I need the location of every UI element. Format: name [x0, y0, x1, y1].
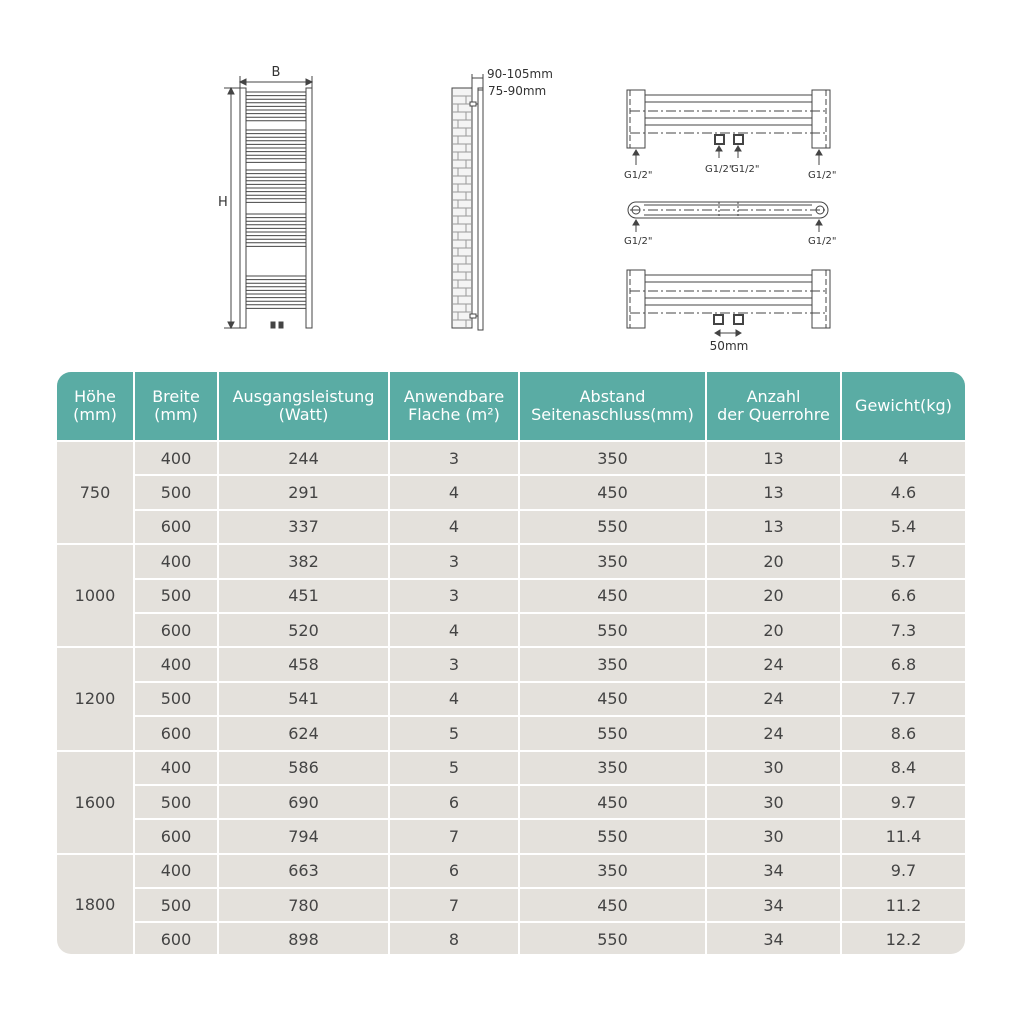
table-row	[57, 682, 965, 716]
connection-view-top	[627, 90, 830, 165]
width-cell: 400	[134, 854, 218, 888]
width-cell: 500	[134, 475, 218, 509]
col-header-output: Ausgangsleistung (Watt)	[218, 372, 389, 441]
weight-cell: 11.4	[841, 819, 965, 853]
tubes-cell: 30	[706, 785, 841, 819]
weight-cell: 6.6	[841, 579, 965, 613]
output-cell: 458	[218, 647, 389, 681]
weight-cell: 4.6	[841, 475, 965, 509]
table-row	[57, 510, 965, 544]
spacing-cell: 450	[519, 785, 706, 819]
width-cell: 600	[134, 716, 218, 750]
output-cell: 794	[218, 819, 389, 853]
area-cell: 8	[389, 922, 519, 954]
drawings-svg	[0, 0, 1024, 370]
offset-inner-label: 75-90mm	[488, 84, 547, 98]
side-view-drawing	[452, 74, 483, 330]
weight-cell: 12.2	[885, 930, 922, 950]
width-cell: 400	[134, 544, 218, 578]
table-row	[57, 716, 965, 750]
spacing-cell: 450	[519, 682, 706, 716]
area-cell: 3	[389, 579, 519, 613]
area-cell: 3	[389, 544, 519, 578]
output-cell: 337	[218, 510, 389, 544]
tubes-cell: 20	[706, 613, 841, 647]
width-cell: 500	[134, 682, 218, 716]
output-cell: 898	[218, 922, 389, 954]
spacing-cell: 550	[519, 510, 706, 544]
output-cell: 624	[218, 716, 389, 750]
weight-cell: 5.4	[841, 510, 965, 544]
tubes-cell: 24	[706, 716, 841, 750]
tubes-cell: 30	[706, 819, 841, 853]
width-cell: 400	[134, 647, 218, 681]
weight-cell: 11.2	[841, 888, 965, 922]
tubes-cell: 20	[706, 544, 841, 578]
area-cell: 4	[389, 613, 519, 647]
weight-cell: 7.3	[841, 613, 965, 647]
spacing-cell: 450	[519, 475, 706, 509]
front-view-rungs	[246, 92, 306, 308]
tubes-cell: 20	[706, 579, 841, 613]
spacing-cell: 550	[519, 716, 706, 750]
spacing-cell: 450	[519, 888, 706, 922]
height-cell: 1600	[57, 751, 134, 854]
tubes-cell: 13	[706, 475, 841, 509]
area-cell: 6	[389, 854, 519, 888]
table-row	[57, 613, 965, 647]
weight-cell: 9.7	[841, 854, 965, 888]
weight-cell: 8.4	[841, 751, 965, 785]
output-cell: 690	[218, 785, 389, 819]
weight-cell: 9.7	[841, 785, 965, 819]
table-row	[57, 819, 965, 853]
area-cell: 5	[389, 716, 519, 750]
height-cell: 1200	[57, 647, 134, 750]
table-row	[57, 441, 965, 475]
thread-label-center-right: G1/2"	[731, 164, 760, 175]
table-header-row	[57, 372, 965, 441]
table-row	[57, 475, 965, 509]
width-cell: 600	[134, 613, 218, 647]
tubes-cell: 34	[706, 854, 841, 888]
spacing-cell: 350	[519, 647, 706, 681]
width-cell: 500	[134, 785, 218, 819]
tubes-cell: 34	[706, 922, 841, 954]
spacing-cell: 450	[519, 579, 706, 613]
area-cell: 4	[389, 475, 519, 509]
col-header-area: Anwendbare Flache (m²)	[389, 372, 519, 441]
area-cell: 4	[389, 682, 519, 716]
tubes-cell: 34	[706, 888, 841, 922]
col-header-tubes: Anzahl der Querrohre	[706, 372, 841, 441]
connection-view-bottom	[627, 270, 830, 336]
tubes-cell: 13	[706, 441, 841, 475]
height-cell: 1000	[57, 544, 134, 647]
technical-drawings	[0, 0, 1024, 370]
width-cell: 500	[134, 888, 218, 922]
spacing-cell: 350	[519, 751, 706, 785]
tubes-cell: 30	[706, 751, 841, 785]
output-cell: 663	[218, 854, 389, 888]
front-view-drawing	[224, 76, 312, 328]
area-cell: 6	[389, 785, 519, 819]
area-cell: 7	[389, 888, 519, 922]
output-cell: 541	[218, 682, 389, 716]
weight-cell: 6.8	[841, 647, 965, 681]
output-cell: 291	[218, 475, 389, 509]
weight-cell: 7.7	[841, 682, 965, 716]
output-cell: 244	[218, 441, 389, 475]
spacing-cell: 350	[519, 441, 706, 475]
col-header-weight: Gewicht(kg)	[841, 372, 965, 441]
width-cell: 500	[134, 579, 218, 613]
table-row	[57, 785, 965, 819]
table-row	[57, 647, 965, 681]
table-row	[57, 751, 965, 785]
col-header-height: Höhe (mm)	[57, 372, 134, 441]
spec-table-container	[57, 372, 965, 954]
tubes-cell: 24	[706, 647, 841, 681]
tubes-cell: 24	[706, 682, 841, 716]
spacing-cell: 550	[519, 819, 706, 853]
table-body	[57, 441, 965, 954]
width-cell: 400	[134, 751, 218, 785]
area-cell: 4	[389, 510, 519, 544]
thread-label-plan-right: G1/2"	[808, 236, 837, 247]
col-header-spacing: Abstand Seitenaschluss(mm)	[519, 372, 706, 441]
connection-view-plan	[628, 202, 828, 232]
output-cell: 780	[218, 888, 389, 922]
spacing-cell: 550	[519, 613, 706, 647]
area-cell: 3	[389, 647, 519, 681]
thread-label-left: G1/2"	[624, 170, 653, 181]
width-cell: 600	[134, 510, 218, 544]
height-cell: 1800	[57, 854, 134, 954]
table-row	[57, 888, 965, 922]
output-cell: 382	[218, 544, 389, 578]
area-cell: 5	[389, 751, 519, 785]
table-row	[57, 544, 965, 578]
width-cell: 400	[134, 441, 218, 475]
height-label: H	[218, 195, 228, 210]
weight-cell: 5.7	[841, 544, 965, 578]
width-cell: 600	[134, 922, 218, 954]
table-row	[57, 579, 965, 613]
output-cell: 520	[218, 613, 389, 647]
spec-table	[57, 372, 965, 954]
table-row	[57, 922, 965, 954]
width-cell: 600	[134, 819, 218, 853]
offset-outer-label: 90-105mm	[487, 67, 553, 81]
output-cell: 451	[218, 579, 389, 613]
output-cell: 586	[218, 751, 389, 785]
spacing-cell: 350	[519, 544, 706, 578]
table-row	[57, 854, 965, 888]
tubes-cell: 13	[706, 510, 841, 544]
height-cell: 750	[57, 441, 134, 544]
spacing-label: 50mm	[709, 339, 749, 353]
weight-cell: 4	[841, 441, 965, 475]
area-cell: 3	[389, 441, 519, 475]
spacing-cell: 350	[519, 854, 706, 888]
width-label: B	[271, 65, 281, 80]
spacing-cell: 550	[519, 922, 706, 954]
col-header-width: Breite (mm)	[134, 372, 218, 441]
weight-cell: 8.6	[841, 716, 965, 750]
area-cell: 7	[389, 819, 519, 853]
thread-label-right: G1/2"	[808, 170, 837, 181]
thread-label-plan-left: G1/2"	[624, 236, 653, 247]
thread-label-center-left: G1/2"	[705, 164, 734, 175]
